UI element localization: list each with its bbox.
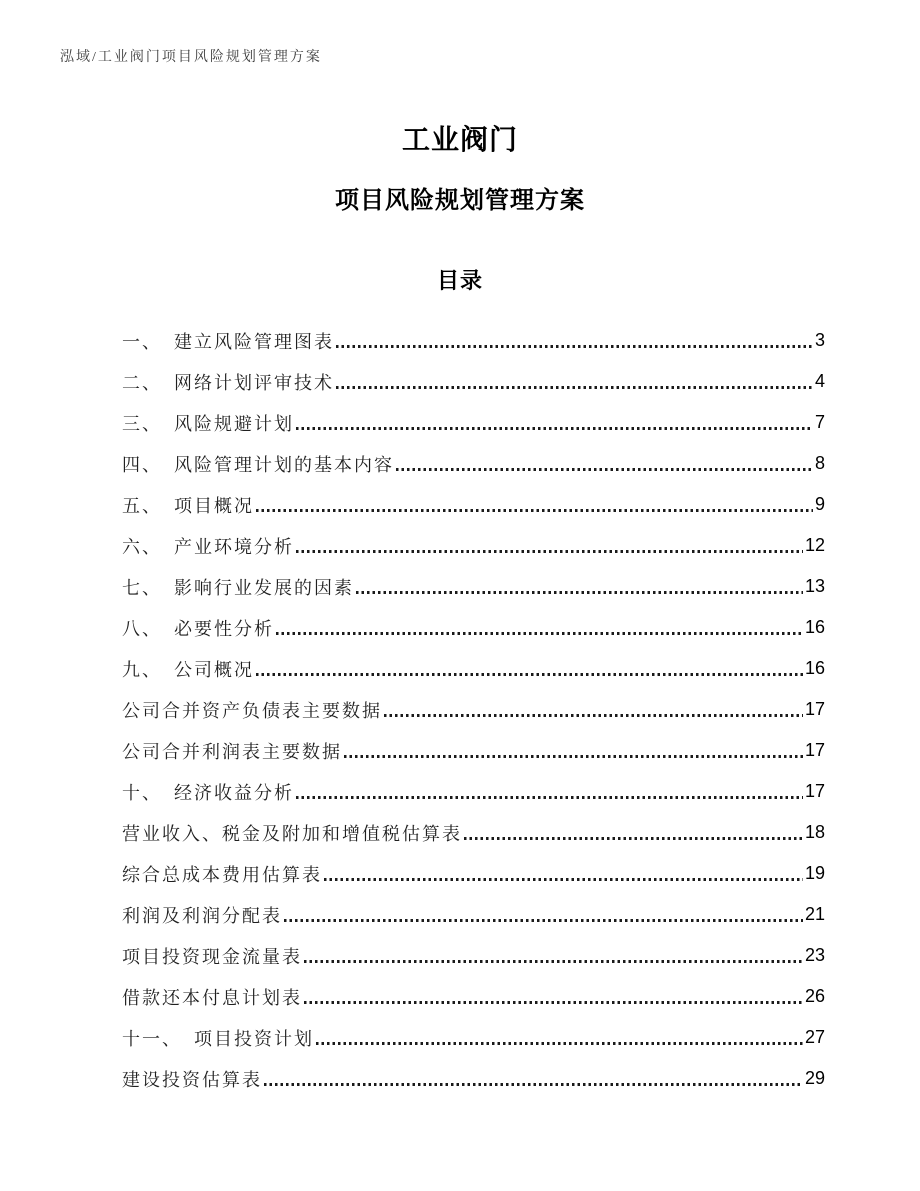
toc-entry-title: 公司合并资产负债表主要数据 [122, 700, 382, 721]
toc-entry-page: 17 [804, 740, 825, 760]
toc-dot-leader [296, 427, 813, 430]
toc-entry-number: 六、 [122, 536, 162, 557]
toc-entry-page: 19 [804, 863, 825, 883]
toc-entry-page: 27 [804, 1027, 825, 1047]
toc-entry-title: 建立风险管理图表 [174, 331, 334, 352]
toc-entry-page: 21 [804, 904, 825, 924]
toc-entry-number: 一、 [122, 331, 162, 352]
toc-entry-title: 风险规避计划 [174, 413, 294, 434]
document-title-line2: 项目风险规划管理方案 [335, 187, 585, 214]
toc-entry[interactable] [122, 361, 825, 402]
toc-entry-page: 13 [804, 576, 825, 596]
toc-dot-leader [296, 796, 803, 799]
toc-entry-title: 营业收入、税金及附加和增值税估算表 [122, 823, 462, 844]
toc-entry[interactable] [122, 648, 825, 689]
toc-entry-number: 九、 [122, 659, 162, 680]
toc-entry[interactable] [122, 402, 825, 443]
toc-entry-title: 利润及利润分配表 [122, 905, 282, 926]
toc-entry-number: 四、 [122, 454, 162, 475]
page-header-text: 泓域/工业阀门项目风险规划管理方案 [60, 50, 322, 65]
toc-entry[interactable] [122, 771, 825, 812]
toc-entry-number: 十一、 [122, 1028, 182, 1049]
toc-entry[interactable] [122, 812, 825, 853]
toc-dot-leader [256, 509, 813, 512]
toc-entry-number: 八、 [122, 618, 162, 639]
toc-dot-leader [344, 755, 803, 758]
toc-entry[interactable] [122, 566, 825, 607]
toc-entry-number: 十、 [122, 782, 162, 803]
toc-heading: 目录 [436, 268, 483, 293]
toc-dot-leader [256, 673, 803, 676]
toc-entry-page: 17 [804, 781, 825, 801]
toc-entry-title: 产业环境分析 [174, 536, 294, 557]
toc-entry-page: 4 [814, 371, 825, 391]
document-title-line1: 工业阀门 [401, 124, 518, 155]
toc-entry[interactable] [122, 525, 825, 566]
toc-entry-number: 三、 [122, 413, 162, 434]
toc-list [122, 320, 825, 1099]
toc-entry-title: 项目概况 [174, 495, 254, 516]
toc-entry[interactable] [122, 320, 825, 361]
toc-entry-title: 必要性分析 [174, 618, 274, 639]
toc-entry-page: 18 [804, 822, 825, 842]
toc-entry-title: 经济收益分析 [174, 782, 294, 803]
toc-dot-leader [324, 878, 803, 881]
toc-entry-title: 综合总成本费用估算表 [122, 864, 322, 885]
toc-entry[interactable] [122, 1017, 825, 1058]
toc-dot-leader [304, 960, 803, 963]
toc-dot-leader [396, 468, 813, 471]
toc-dot-leader [336, 345, 813, 348]
toc-entry-page: 29 [804, 1068, 825, 1088]
toc-entry-title: 项目投资计划 [194, 1028, 314, 1049]
toc-dot-leader [316, 1042, 803, 1045]
toc-entry[interactable] [122, 894, 825, 935]
toc-entry-title: 公司概况 [174, 659, 254, 680]
toc-entry-page: 17 [804, 699, 825, 719]
toc-entry[interactable] [122, 730, 825, 771]
toc-entry[interactable] [122, 935, 825, 976]
toc-entry-page: 26 [804, 986, 825, 1006]
toc-dot-leader [356, 591, 803, 594]
toc-entry-number: 七、 [122, 577, 162, 598]
toc-entry-page: 9 [814, 494, 825, 514]
toc-entry[interactable] [122, 976, 825, 1017]
toc-dot-leader [296, 550, 803, 553]
toc-entry-title: 借款还本付息计划表 [122, 987, 302, 1008]
toc-entry[interactable] [122, 853, 825, 894]
toc-entry-page: 12 [804, 535, 825, 555]
toc-entry-title: 公司合并利润表主要数据 [122, 741, 342, 762]
toc-entry[interactable] [122, 689, 825, 730]
toc-entry[interactable] [122, 607, 825, 648]
toc-entry[interactable] [122, 443, 825, 484]
toc-entry-title: 影响行业发展的因素 [174, 577, 354, 598]
toc-dot-leader [336, 386, 813, 389]
toc-entry[interactable] [122, 1058, 825, 1099]
toc-entry-title: 建设投资估算表 [122, 1069, 262, 1090]
toc-dot-leader [284, 919, 803, 922]
toc-dot-leader [264, 1083, 803, 1086]
toc-dot-leader [276, 632, 803, 635]
toc-dot-leader [384, 714, 803, 717]
toc-entry-title: 网络计划评审技术 [174, 372, 334, 393]
toc-entry[interactable] [122, 484, 825, 525]
toc-entry-title: 项目投资现金流量表 [122, 946, 302, 967]
toc-entry-page: 16 [804, 617, 825, 637]
toc-dot-leader [304, 1001, 803, 1004]
toc-entry-number: 五、 [122, 495, 162, 516]
toc-entry-page: 8 [814, 453, 825, 473]
toc-entry-page: 16 [804, 658, 825, 678]
toc-entry-number: 二、 [122, 372, 162, 393]
toc-entry-page: 7 [814, 412, 825, 432]
toc-entry-title: 风险管理计划的基本内容 [174, 454, 394, 475]
toc-entry-page: 23 [804, 945, 825, 965]
toc-dot-leader [464, 837, 803, 840]
toc-entry-page: 3 [814, 330, 825, 350]
